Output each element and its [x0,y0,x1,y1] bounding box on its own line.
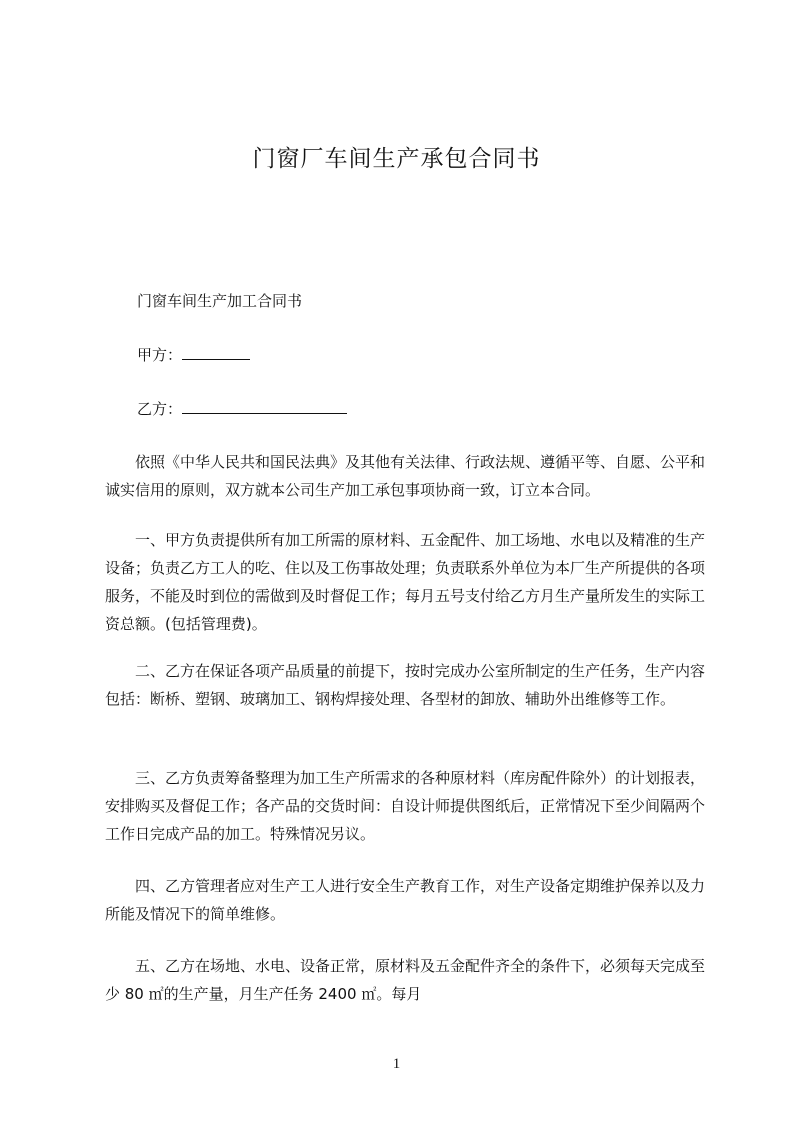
paragraph-clause-3: 三、乙方负责筹备整理为加工生产所需求的各种原材料（库房配件除外）的计划报表，安排购买及督促工作；各产品的交货时间：自设计师提供图纸后，正常情况下至少间隔两个工作日完成产品的加工。特殊情况另议。 [105,769,706,843]
paragraph-clause-4: 四、乙方管理者应对生产工人进行安全生产教育工作，对生产设备定期维护保养以及力所能及情况下的简单维修。 [105,877,706,923]
paragraph-clause-2: 二、乙方在保证各项产品质量的前提下，按时完成办公室所制定的生产任务，生产内容包括：断桥、塑钢、玻璃加工、钢构焊接处理、各型材的卸放、辅助外出维修等工作。 [105,662,706,708]
document-title: 门窗厂车间生产承包合同书 [252,146,541,172]
party-a-line [137,344,250,365]
party-a-blank [182,345,250,360]
contract-subtitle: 门窗车间生产加工合同书 [137,292,303,310]
party-a-label: 甲方： [137,346,183,364]
paragraph-clause-5: 五、乙方在场地、水电、设备正常，原材料及五金配件齐全的条件下，必须每天完成至少 80 ㎡的生产量，月生产任务 2400 ㎡。每月 [105,957,706,1003]
party-b-blank [182,399,347,414]
party-b-line [137,398,347,419]
page-number: 1 [392,1056,401,1072]
party-b-label: 乙方： [137,400,183,418]
paragraph-preamble: 依照《中华人民共和国民法典》及其他有关法律、行政法规、遵循平等、自愿、公平和诚实信用的原则，双方就本公司生产加工承包事项协商一致，订立本合同。 [105,453,706,499]
paragraph-clause-1: 一、甲方负责提供所有加工所需的原材料、五金配件、加工场地、水电以及精准的生产设备；负责乙方工人的吃、住以及工伤事故处理；负责联系外单位为本厂生产所提供的各项服务，不能及时到位的需做到及时督促工作；每月五号支付给乙方月生产量所发生的实际工资总额。(包括管理费)。 [105,531,706,633]
